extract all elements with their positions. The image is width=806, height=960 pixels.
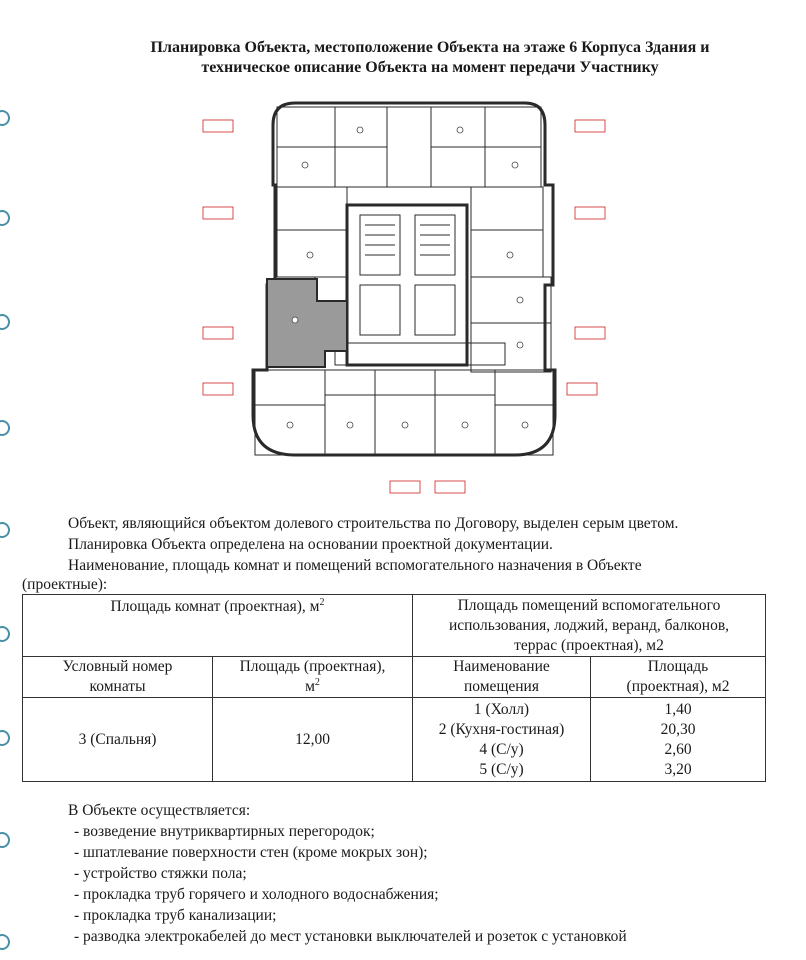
paragraph-areas-intro-cont: (проектные): bbox=[22, 576, 108, 593]
col-room-number: Условный номер комнаты bbox=[23, 657, 213, 698]
works-list bbox=[68, 800, 627, 947]
aux-areas-cell: 1,40 20,30 2,60 3,20 bbox=[591, 698, 766, 782]
col-aux-name: Наименование помещения bbox=[413, 657, 591, 698]
works-heading: В Объекте осуществляется: bbox=[68, 802, 251, 819]
paragraph-highlight-note: Объект, являющийся объектом долевого строительства по Договору, выделен серым цветом. bbox=[68, 515, 679, 532]
aux-names-cell: 1 (Холл) 2 (Кухня-гостиная) 4 (С/у) 5 (С/у) bbox=[413, 698, 591, 782]
page-title bbox=[60, 38, 800, 78]
paragraph-design-basis: Планировка Объекта определена на основании проектной документации. bbox=[68, 536, 553, 553]
floor-plan bbox=[195, 95, 615, 505]
list-item: - возведение внутриквартирных перегородок; bbox=[74, 823, 375, 840]
col-room-area: Площадь (проектная), $м^2$ bbox=[213, 657, 413, 698]
header-aux-area: Площадь помещений вспомогательного использования, лоджий, веранд, балконов, террас (проектная), м2 bbox=[413, 595, 766, 657]
binder-rings bbox=[0, 0, 14, 960]
room-area-cell: 12,00 bbox=[213, 698, 413, 782]
paragraph-areas-intro: Наименование, площадь комнат и помещений вспомогательного назначения в Объекте bbox=[68, 557, 642, 574]
header-rooms-area: Площадь комнат (проектная), $м^2$ bbox=[23, 595, 413, 657]
list-item: - разводка электрокабелей до мест установки выключателей и розеток с установкой bbox=[74, 928, 627, 945]
list-item: - прокладка труб горячего и холодного водоснабжения; bbox=[74, 886, 439, 903]
list-item: - устройство стяжки пола; bbox=[74, 865, 247, 882]
list-item: - прокладка труб канализации; bbox=[74, 907, 277, 924]
title-line-2: техническое описание Объекта на момент передачи Участнику bbox=[201, 59, 659, 76]
col-aux-area: Площадь (проектная), м2 bbox=[591, 657, 766, 698]
list-item: - шпатлевание поверхности стен (кроме мокрых зон); bbox=[74, 844, 428, 861]
title-line-1: Планировка Объекта, местоположение Объекта на этаже 6 Корпуса Здания и bbox=[150, 39, 710, 56]
area-table bbox=[22, 594, 766, 782]
room-name-cell: 3 (Спальня) bbox=[23, 698, 213, 782]
